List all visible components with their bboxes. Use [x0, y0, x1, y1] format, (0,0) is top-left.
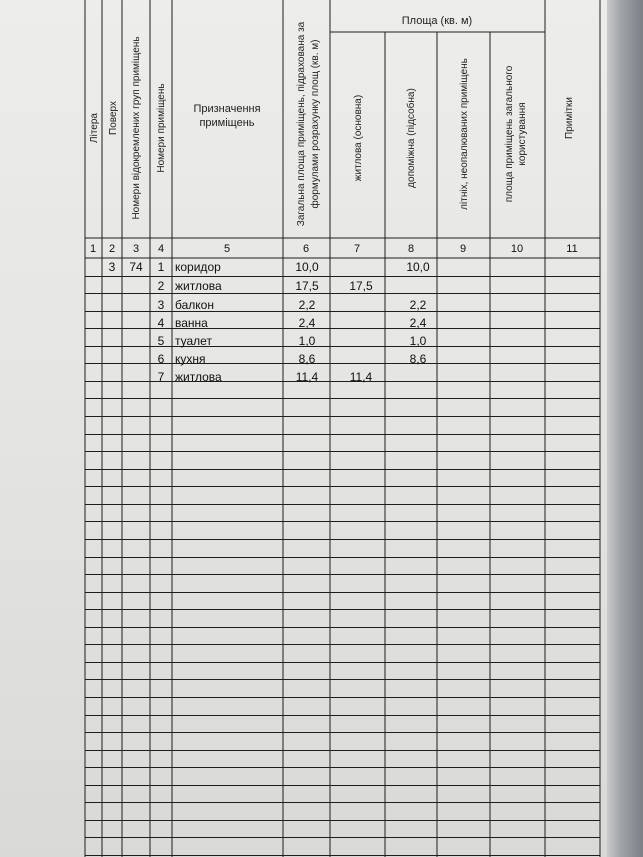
column-number-10: 10	[510, 243, 524, 255]
cell-purpose: житлова	[175, 279, 222, 293]
header-group-numbers: Номери відокремлених груп приміщень	[131, 36, 142, 220]
cell-auxiliary-area: 2,2	[409, 298, 427, 312]
cell-room-number: 5	[157, 334, 165, 348]
cell-total-area: 2,4	[298, 316, 316, 330]
cell-total-area: 11,4	[295, 370, 319, 384]
cell-purpose: житлова	[175, 370, 222, 384]
header-purpose-line2: приміщень	[199, 117, 255, 129]
column-number-7: 7	[353, 243, 361, 255]
header-litera: Літера	[89, 113, 100, 143]
cell-auxiliary-area: 1,0	[409, 334, 427, 348]
header-purpose-line1: Призначення	[193, 103, 261, 115]
cell-room-number: 2	[157, 279, 165, 293]
table-row	[109, 260, 430, 274]
cell-total-area: 17,5	[295, 279, 319, 293]
cell-living-area: 11,4	[349, 370, 373, 384]
header-total-area-line2: формулами розрахунку площ (кв. м)	[310, 39, 321, 209]
column-number-8: 8	[407, 243, 415, 255]
cell-purpose: кухня	[175, 352, 206, 366]
cell-total-area: 1,0	[298, 334, 316, 348]
cell-auxiliary-area: 8,6	[409, 352, 427, 366]
cell-room-number: 4	[157, 316, 165, 330]
header-common-area-line1: площа приміщень загального	[504, 65, 515, 203]
column-number-2: 2	[108, 243, 116, 255]
cell-auxiliary-area: 2,4	[409, 316, 427, 330]
cell-group: 74	[129, 260, 143, 274]
cell-total-area: 10,0	[295, 260, 319, 274]
cell-purpose: балкон	[175, 298, 214, 312]
cell-total-area: 8,6	[298, 352, 316, 366]
cell-auxiliary-area: 10,0	[406, 260, 430, 274]
cell-living-area: 17,5	[349, 279, 373, 293]
cell-room-number: 1	[157, 260, 165, 274]
table-row	[158, 334, 427, 348]
cell-room-number: 6	[157, 352, 165, 366]
header-living-area: житлова (основна)	[353, 94, 364, 182]
column-number-11: 11	[566, 243, 578, 255]
column-number-9: 9	[459, 243, 467, 255]
cell-purpose: туалет	[175, 334, 212, 348]
column-number-3: 3	[132, 243, 140, 255]
column-number-5: 5	[223, 243, 231, 255]
header-area-group: Площа (кв. м)	[401, 15, 473, 27]
column-number-1: 1	[89, 243, 97, 255]
header-floor: Поверх	[108, 101, 119, 135]
table-row	[158, 316, 427, 330]
cell-total-area: 2,2	[298, 298, 316, 312]
header-notes: Примітки	[564, 97, 575, 139]
header-summer-area: літніх, неопалюваних приміщень	[459, 58, 470, 210]
column-number-6: 6	[302, 243, 310, 255]
header-total-area-line1: Загальна площа приміщень, підрахована за	[296, 21, 307, 227]
header-common-area-line2: користування	[517, 102, 528, 166]
table-row	[158, 279, 373, 293]
header-room-numbers: Номери приміщень	[156, 83, 167, 173]
cell-room-number: 7	[157, 370, 165, 384]
cell-purpose: коридор	[175, 260, 221, 274]
cell-purpose: ванна	[175, 316, 208, 330]
column-number-4: 4	[157, 243, 165, 255]
table-row	[158, 298, 427, 312]
header-auxiliary-area: допоміжна (підсобна)	[406, 88, 417, 188]
cell-room-number: 3	[157, 298, 165, 312]
cell-floor: 3	[108, 260, 116, 274]
